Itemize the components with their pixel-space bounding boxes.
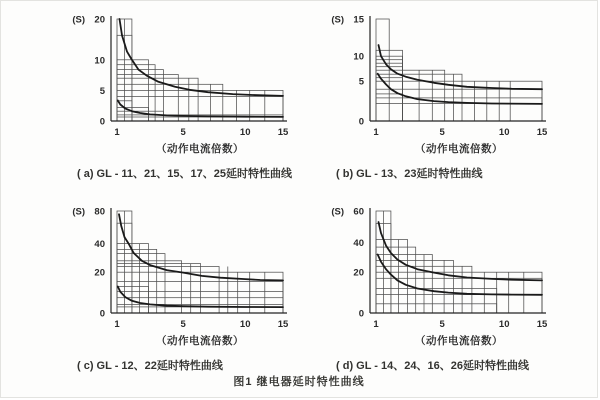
svg-text:10: 10 — [353, 51, 364, 63]
svg-text:(S): (S) — [72, 14, 85, 26]
svg-text:40: 40 — [94, 239, 105, 251]
svg-text:5: 5 — [99, 85, 105, 97]
svg-text:0: 0 — [99, 116, 105, 128]
svg-text:(S): (S) — [331, 206, 344, 218]
chart-c — [67, 205, 297, 373]
svg-text:10: 10 — [94, 55, 105, 67]
chart-b-xlabel: （动作电流倍数） — [415, 143, 503, 155]
chart-b — [326, 13, 556, 181]
svg-text:1: 1 — [114, 127, 120, 138]
svg-text:1: 1 — [373, 319, 379, 330]
svg-text:60: 60 — [353, 206, 364, 218]
svg-text:20: 20 — [94, 267, 105, 279]
chart-d-plot — [326, 205, 548, 331]
chart-d-caption: ( d) GL - 14、24、16、26延时特性曲线 — [336, 360, 529, 372]
svg-text:20: 20 — [94, 14, 105, 26]
svg-text:20: 20 — [353, 267, 364, 279]
svg-text:15: 15 — [536, 319, 548, 330]
svg-text:5: 5 — [180, 127, 186, 138]
svg-text:40: 40 — [353, 238, 364, 250]
chart-c-plot — [67, 205, 289, 331]
chart-c-xlabel: （动作电流倍数） — [156, 335, 244, 347]
svg-text:5: 5 — [180, 319, 186, 330]
svg-text:15: 15 — [353, 14, 364, 26]
svg-text:0: 0 — [358, 116, 364, 128]
chart-a-caption: ( a) GL - 11、21、15、17、25延时特性曲线 — [77, 168, 292, 180]
svg-text:5: 5 — [358, 76, 364, 88]
svg-text:15: 15 — [277, 319, 289, 330]
svg-text:10: 10 — [239, 319, 251, 330]
svg-text:15: 15 — [536, 127, 548, 138]
chart-b-caption: ( b) GL - 13、23延时特性曲线 — [336, 168, 483, 180]
chart-d — [326, 205, 556, 373]
svg-text:10: 10 — [498, 127, 510, 138]
chart-a-xlabel: （动作电流倍数） — [156, 143, 244, 155]
chart-d-xlabel: （动作电流倍数） — [415, 335, 503, 347]
svg-text:10: 10 — [498, 319, 510, 330]
chart-c-caption: ( c) GL - 12、22延时特性曲线 — [77, 360, 223, 372]
svg-text:5: 5 — [439, 319, 445, 330]
svg-text:15: 15 — [277, 127, 289, 138]
chart-a — [67, 13, 297, 181]
svg-text:0: 0 — [358, 308, 364, 320]
svg-text:10: 10 — [239, 127, 251, 138]
svg-text:80: 80 — [94, 206, 105, 218]
svg-text:(S): (S) — [331, 14, 344, 26]
svg-text:5: 5 — [439, 127, 445, 138]
figure-title: 图1 继电器延时特性曲线 — [233, 376, 365, 388]
svg-text:1: 1 — [373, 127, 379, 138]
chart-b-plot — [326, 13, 548, 139]
svg-text:0: 0 — [99, 308, 105, 320]
chart-a-plot — [67, 13, 289, 139]
svg-text:1: 1 — [114, 319, 120, 330]
svg-text:(S): (S) — [72, 206, 85, 218]
